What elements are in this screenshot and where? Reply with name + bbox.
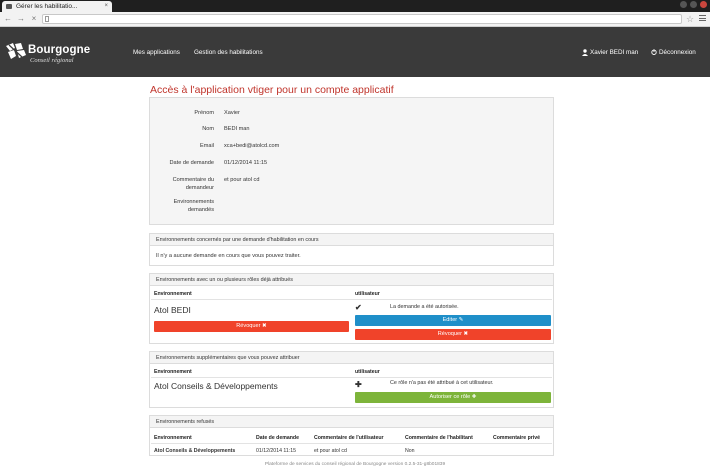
th-commentaire-utilisateur: Commentaire de l'utilisateur <box>314 435 384 441</box>
edit-role-button[interactable]: Editer ✎ <box>355 315 551 326</box>
logo-icon <box>6 43 26 60</box>
pending-message: Il n'y a aucune demande en cours que vous pouvez traiter. <box>156 253 301 259</box>
logo-subtitle: Conseil régional <box>30 57 74 64</box>
tab-close-icon[interactable]: × <box>104 3 108 9</box>
th-commentaire-prive: Commentaire privé <box>493 435 540 441</box>
check-icon: ✔ <box>355 303 362 312</box>
footer-text: Plateforme de services du conseil régional de Bourgogne version 0.2.5-31-g8b01839 <box>264 462 446 467</box>
env-name-atol-bedi: Atol BEDI <box>154 305 191 315</box>
star-icon[interactable]: ☆ <box>686 14 695 24</box>
td-date-demande: 01/12/2014 11:15 <box>256 448 296 454</box>
logout-link[interactable]: Déconnexion <box>659 49 696 56</box>
refused-environments-panel <box>149 415 554 456</box>
label-nom: Nom <box>202 126 214 132</box>
label-commentaire: Commentaire du demandeur <box>172 177 214 191</box>
minimize-icon[interactable] <box>680 1 687 8</box>
divider <box>151 443 552 444</box>
nav-mes-applications[interactable]: Mes applications <box>133 49 180 56</box>
favicon-icon <box>6 4 12 9</box>
pending-requests-panel <box>149 233 554 266</box>
td-environnement: Atol Conseils & Développements <box>154 448 236 454</box>
page-icon <box>45 16 49 22</box>
page-title: Accès à l'application vtiger pour un compte applicatif <box>150 84 394 96</box>
value-nom: BEDI man <box>224 126 250 132</box>
label-environnements: Environnements demandés <box>173 199 214 213</box>
col-header-utilisateur: utilisateur <box>355 291 380 297</box>
tab-title: Gérer les habilitatio... <box>16 3 78 10</box>
additional-environments-panel <box>149 351 554 408</box>
refused-panel-title: Environnements refusés <box>150 416 553 428</box>
divider <box>151 377 552 378</box>
forward-icon[interactable]: → <box>17 14 25 23</box>
menu-icon[interactable] <box>699 15 706 23</box>
back-icon[interactable]: ← <box>4 14 12 23</box>
col-header-utilisateur: utilisateur <box>355 369 380 375</box>
label-email: Email <box>200 143 214 149</box>
logout-icon <box>651 49 657 55</box>
th-environnement: Environnement <box>154 435 192 441</box>
td-commentaire-utilisateur: et pour atol cd <box>314 448 347 454</box>
user-name-link[interactable]: Xavier BEDI man <box>590 49 639 56</box>
assigned-panel-title: Environnements avec un ou plusieurs rôles déjà attribués <box>150 274 553 286</box>
not-assigned-note: Ce rôle n'a pas été attribué à cet utilisateur. <box>390 380 494 386</box>
label-prenom: Prénom <box>194 110 214 116</box>
authorized-note: La demande a été autorisée. <box>390 304 459 310</box>
th-commentaire-habilitant: Commentaire de l'habilitant <box>405 435 473 441</box>
additional-panel-title: Environnements supplémentaires que vous pouvez attribuer <box>150 352 553 364</box>
th-date-demande: Date de demande <box>256 435 299 441</box>
logo-title[interactable]: Bourgogne <box>28 44 91 56</box>
browser-tab[interactable] <box>2 1 112 12</box>
col-header-environnement: Environnement <box>154 369 192 375</box>
revoke-role-button[interactable]: Révoquer ✖ <box>355 329 551 340</box>
assigned-roles-panel <box>149 273 554 344</box>
url-bar[interactable] <box>42 14 682 24</box>
browser-toolbar <box>0 12 710 27</box>
browser-tabbar <box>0 0 710 12</box>
pending-panel-title: Environnements concernés par une demande d'habilitation en cours <box>150 234 553 246</box>
col-header-environnement: Environnement <box>154 291 192 297</box>
nav-gestion-habilitations[interactable]: Gestion des habilitations <box>194 49 263 56</box>
env-name-atol-conseils: Atol Conseils & Développements <box>154 381 278 391</box>
value-email: xca+bedi@atolcd.com <box>224 143 280 149</box>
revoke-environment-button[interactable]: Révoquer ✖ <box>154 321 349 332</box>
value-commentaire: et pour atol cd <box>224 177 260 183</box>
window-close-icon[interactable] <box>700 1 707 8</box>
value-date-demande: 01/12/2014 11:15 <box>224 160 268 166</box>
divider <box>151 299 552 300</box>
authorize-role-button[interactable]: Autoriser ce rôle ✚ <box>355 392 551 403</box>
maximize-icon[interactable] <box>690 1 697 8</box>
user-icon <box>582 49 588 56</box>
label-date-demande: Date de demande <box>169 160 214 166</box>
td-commentaire-habilitant: Non <box>405 448 415 454</box>
reload-icon[interactable]: × <box>31 14 37 23</box>
plus-icon: ✚ <box>355 380 362 389</box>
value-prenom: Xavier <box>224 110 240 116</box>
requester-info-panel <box>149 97 554 225</box>
app-header <box>0 27 710 77</box>
